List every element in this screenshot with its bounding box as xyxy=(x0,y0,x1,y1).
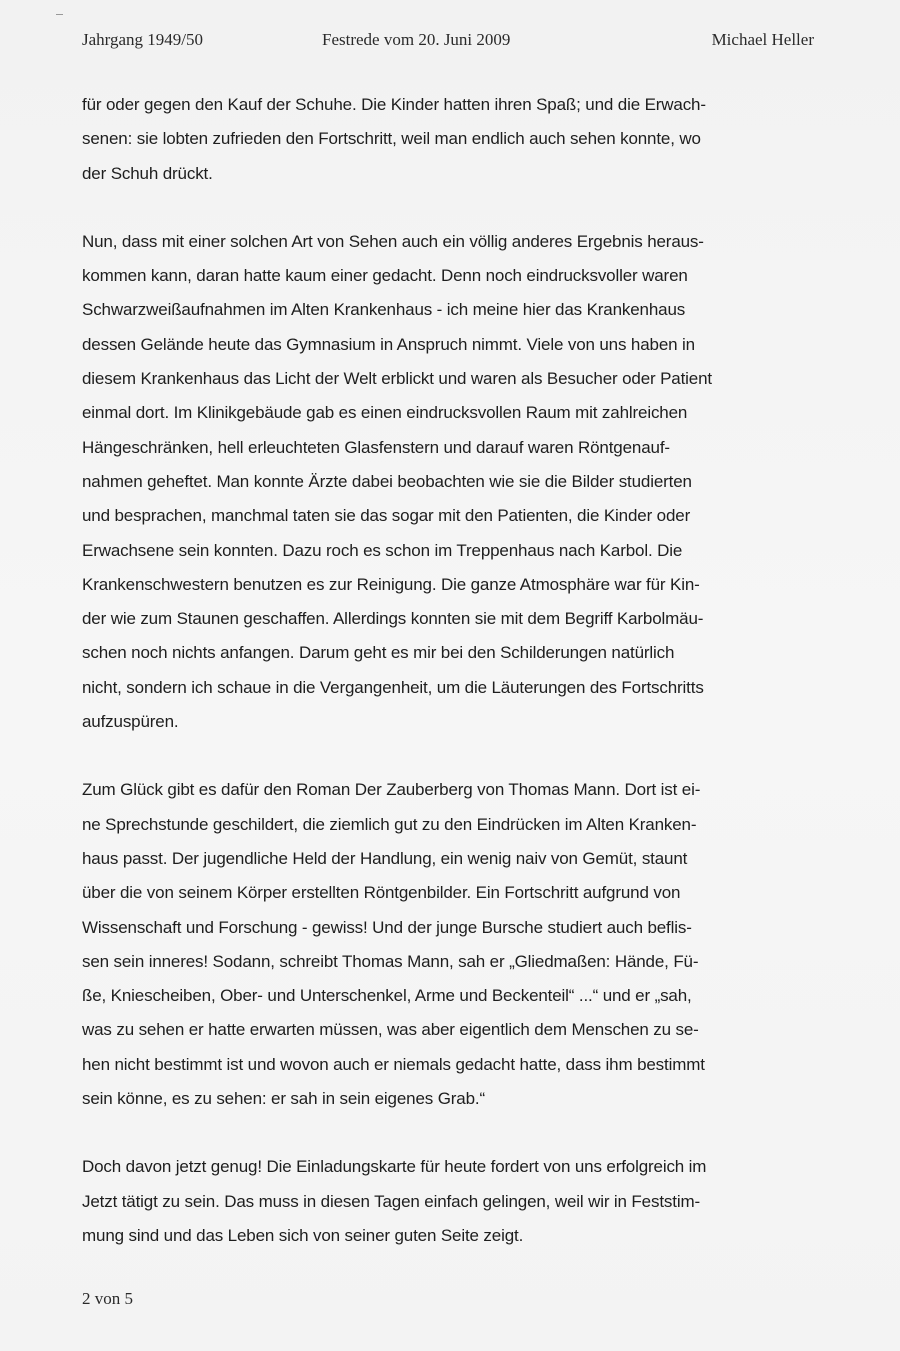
text-line: schen noch nichts anfangen. Darum geht es mir bei den Schilderungen natürlich xyxy=(82,643,675,663)
text-line: ße, Kniescheiben, Ober- und Unterschenkel, Arme und Beckenteil“ ...“ und er „sah, xyxy=(82,986,692,1006)
text-line: der wie zum Staunen geschaffen. Allerdings konnten sie mit dem Begriff Karbolmäu- xyxy=(82,609,704,629)
text-line: kommen kann, daran hatte kaum einer gedacht. Denn noch eindrucksvoller waren xyxy=(82,266,688,286)
header-author: Michael Heller xyxy=(711,30,814,49)
paragraph xyxy=(82,1150,822,1253)
text-line: haus passt. Der jugendliche Held der Handlung, ein wenig naiv von Gemüt, staunt xyxy=(82,848,688,868)
text-line: nicht, sondern ich schaue in die Vergangenheit, um die Läuterungen des Fortschritts xyxy=(82,677,704,697)
text-line: Jetzt tätigt zu sein. Das muss in diesen Tagen einfach gelingen, weil wir in Feststim- xyxy=(82,1191,700,1211)
paragraph xyxy=(82,225,822,739)
text-line: Wissenschaft und Forschung - gewiss! Und der junge Bursche studiert auch beflis- xyxy=(82,917,692,937)
scan-mark xyxy=(56,14,63,15)
header-title: Festrede vom 20. Juni 2009 xyxy=(322,30,511,49)
text-line: und besprachen, manchmal taten sie das sogar mit den Patienten, die Kinder oder xyxy=(82,506,691,526)
text-line: hen nicht bestimmt ist und wovon auch er niemals gedacht hatte, dass ihm bestimmt xyxy=(82,1054,705,1074)
body-text xyxy=(82,88,822,1287)
text-line: Krankenschwestern benutzen es zur Reinigung. Die ganze Atmosphäre war für Kin- xyxy=(82,574,700,594)
text-line: sein könne, es zu sehen: er sah in sein eigenes Grab.“ xyxy=(82,1089,485,1109)
header-year: Jahrgang 1949/50 xyxy=(82,30,204,49)
paragraph xyxy=(82,773,822,1116)
paragraph xyxy=(82,88,822,191)
text-line: was zu sehen er hatte erwarten müssen, was aber eigentlich dem Menschen zu se- xyxy=(82,1020,699,1040)
text-line: ne Sprechstunde geschildert, die ziemlich gut zu den Eindrücken im Alten Kranken- xyxy=(82,814,697,834)
page-header xyxy=(82,30,814,56)
text-line: der Schuh drückt. xyxy=(82,163,213,183)
text-line: für oder gegen den Kauf der Schuhe. Die Kinder hatten ihren Spaß; und die Erwach- xyxy=(82,95,706,114)
text-line: senen: sie lobten zufrieden den Fortschritt, weil man endlich auch sehen konnte, wo xyxy=(82,129,701,149)
text-line: diesem Krankenhaus das Licht der Welt erblickt und waren als Besucher oder Patient xyxy=(82,369,712,389)
text-line: Erwachsene sein konnten. Dazu roch es schon im Treppenhaus nach Karbol. Die xyxy=(82,540,683,560)
text-line: Schwarzweißaufnahmen im Alten Krankenhaus - ich meine hier das Krankenhaus xyxy=(82,300,686,320)
text-line: Zum Glück gibt es dafür den Roman Der Zauberberg von Thomas Mann. Dort ist ei- xyxy=(82,780,701,800)
text-line: dessen Gelände heute das Gymnasium in Anspruch nimmt. Viele von uns haben in xyxy=(82,334,695,354)
text-line: aufzuspüren. xyxy=(82,712,179,732)
text-line: nahmen geheftet. Man konnte Ärzte dabei beobachten wie sie die Bilder studierten xyxy=(82,471,692,491)
text-line: sen sein inneres! Sodann, schreibt Thomas Mann, sah er „Gliedmaßen: Hände, Fü- xyxy=(82,951,699,971)
text-line: Hängeschränken, hell erleuchteten Glasfenstern und darauf waren Röntgenauf- xyxy=(82,437,670,457)
text-line: über die von seinem Körper erstellten Röntgenbilder. Ein Fortschritt aufgrund von xyxy=(82,883,681,903)
text-line: Nun, dass mit einer solchen Art von Sehen auch ein völlig anderes Ergebnis heraus- xyxy=(82,231,704,251)
text-line: einmal dort. Im Klinikgebäude gab es einen eindrucksvollen Raum mit zahlreichen xyxy=(82,403,688,423)
page-number: 2 von 5 xyxy=(82,1289,133,1308)
text-line: Doch davon jetzt genug! Die Einladungskarte für heute fordert von uns erfolgreich im xyxy=(82,1157,707,1177)
text-line: mung sind und das Leben sich von seiner guten Seite zeigt. xyxy=(82,1225,524,1245)
